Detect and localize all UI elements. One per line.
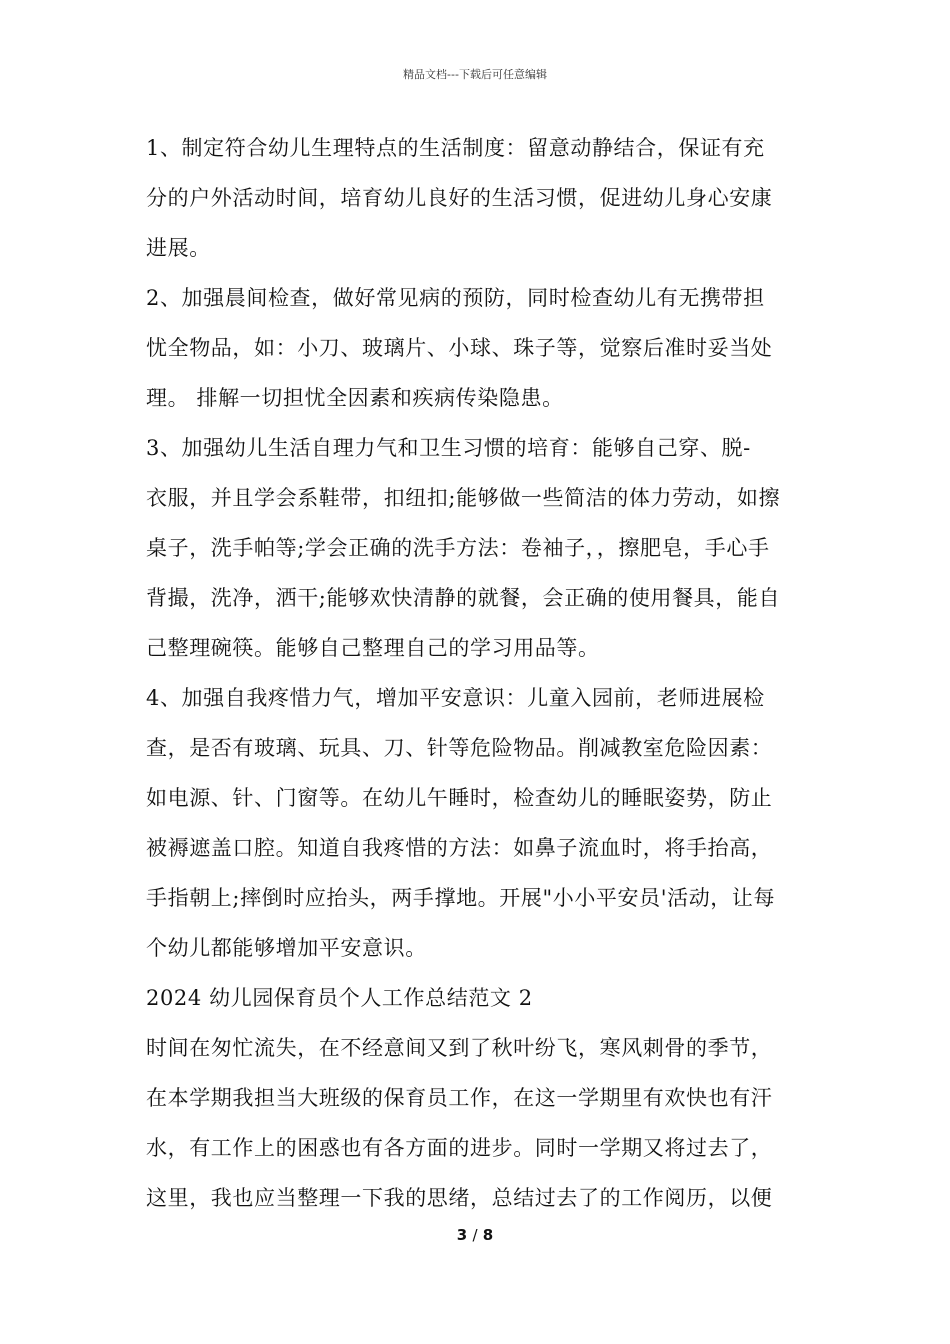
document-body: [146, 123, 816, 1223]
header-text: 精品文档---下载后可任意编辑: [403, 68, 547, 81]
page-current: 3: [456, 1226, 468, 1244]
text-line: 2、加强晨间检查，做好常见病的预防，同时检查幼儿有无携带担: [146, 286, 765, 310]
page-header: [0, 66, 950, 82]
text-line: 桌子，洗手帕等;学会正确的洗手方法：卷袖子，，擦肥皂，手心手: [146, 536, 770, 560]
text-line: 在本学期我担当大班级的保育员工作，在这一学期里有欢快也有汗: [146, 1086, 773, 1110]
page-number: [0, 1226, 950, 1244]
text-line: 4、加强自我疼惜力气，增加平安意识：儿童入园前，老师进展检: [146, 686, 765, 710]
text-line: 理。 排解一切担忧全因素和疾病传染隐患。: [146, 386, 564, 410]
text-line: 3、加强幼儿生活自理力气和卫生习惯的培育：能够自己穿、脱-: [146, 436, 751, 460]
text-line: 1、制定符合幼儿生理特点的生活制度：留意动静结合，保证有充: [146, 136, 765, 160]
page-separator: /: [472, 1226, 478, 1244]
text-line: 忧全物品，如：小刀、玻璃片、小球、珠子等，觉察后准时妥当处: [146, 336, 773, 360]
text-line: 被褥遮盖口腔。知道自我疼惜的方法：如鼻子流血时，将手抬高，: [146, 836, 773, 860]
text-line: 衣服，并且学会系鞋带，扣纽扣;能够做一些简洁的体力劳动，如擦: [146, 486, 781, 510]
text-line: 分的户外活动时间，培育幼儿良好的生活习惯，促进幼儿身心安康: [146, 186, 773, 210]
text-line: 这里，我也应当整理一下我的思绪，总结过去了的工作阅历，以便: [146, 1186, 773, 1210]
page-total: 8: [482, 1226, 494, 1244]
text-line: 水，有工作上的困惑也有各方面的进步。同时一学期又将过去了，: [146, 1136, 773, 1160]
text-line: 己整理碗筷。能够自己整理自己的学习用品等。: [146, 636, 600, 660]
text-line: 时间在匆忙流失，在不经意间又到了秋叶纷飞，寒风刺骨的季节，: [146, 1036, 773, 1060]
text-line: 如电源、针、门窗等。在幼儿午睡时，检查幼儿的睡眠姿势，防止: [146, 786, 773, 810]
text-line: 个幼儿都能够增加平安意识。: [146, 936, 427, 960]
text-line: 背撮，洗净，洒干;能够欢快清静的就餐，会正确的使用餐具，能自: [146, 586, 781, 610]
text-line: 进展。: [146, 236, 211, 260]
section-heading: 2024 幼儿园保育员个人工作总结范文 2: [146, 986, 533, 1010]
text-line: 查，是否有玻璃、玩具、刀、针等危险物品。削减教室危险因素：: [146, 736, 773, 760]
text-line: 手指朝上;摔倒时应抬头，两手撑地。开展"小小平安员'活动，让每: [146, 886, 776, 910]
